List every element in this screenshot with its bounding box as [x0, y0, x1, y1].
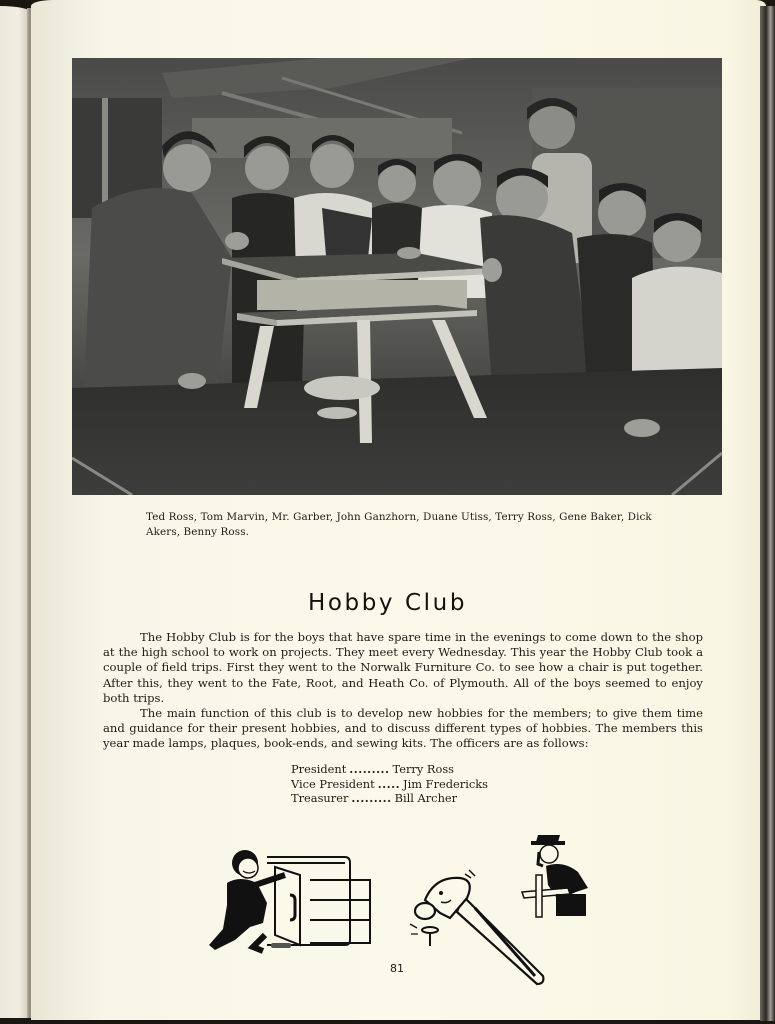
article-body [103, 630, 703, 752]
man-on-phone-with-sawhorse-illustration [518, 830, 593, 929]
officer-role: Vice President [291, 776, 375, 791]
page-stack-edge [760, 6, 775, 1021]
man-building-cabinet-illustration [205, 845, 380, 964]
leader-dots: ..... [377, 776, 401, 791]
left-page-edge [0, 6, 30, 1018]
page-number: 81 [390, 962, 404, 975]
officer-row-vice-president [291, 777, 488, 792]
officers-list [291, 762, 488, 806]
leader-dots: ......... [349, 762, 390, 776]
paragraph-1: The Hobby Club is for the boys that have spare time in the evenings to come down to the shop at the high school to work on projects. They meet every Wednesday. This year the Hobby Club took a couple of field trips. First they went to the Norwalk Furniture Co. to see how a chair is put together. After this, they went to the Fate, Root, and Heath Co. of Plymouth. All of the boys seemed to enjoy both trips. [103, 630, 703, 705]
officer-row-president [291, 762, 488, 777]
officer-name: Bill Archer [394, 791, 458, 806]
paragraph-2: The main function of this club is to develop new hobbies for the members; to give them time and guidance for their present hobbies, and to discuss different types of hobbies. The members this year made lamps, plaques, book-ends, and sewing kits. The officers are as follows: [103, 706, 703, 751]
leader-dots: ......... [351, 791, 392, 806]
photo-caption: Ted Ross, Tom Marvin, Mr. Garber, John Ganzhorn, Duane Utiss, Terry Ross, Gene Baker, Dick Akers, Benny Ross. [146, 511, 652, 538]
page-title: Hobby Club [307, 590, 468, 616]
officer-name: Jim Fredericks [403, 776, 488, 791]
hobby-club-photo [72, 58, 722, 495]
officer-role: Treasurer [291, 791, 349, 806]
officer-name: Terry Ross [392, 762, 455, 776]
officer-row-treasurer [291, 791, 488, 806]
officer-role: President [291, 762, 347, 776]
